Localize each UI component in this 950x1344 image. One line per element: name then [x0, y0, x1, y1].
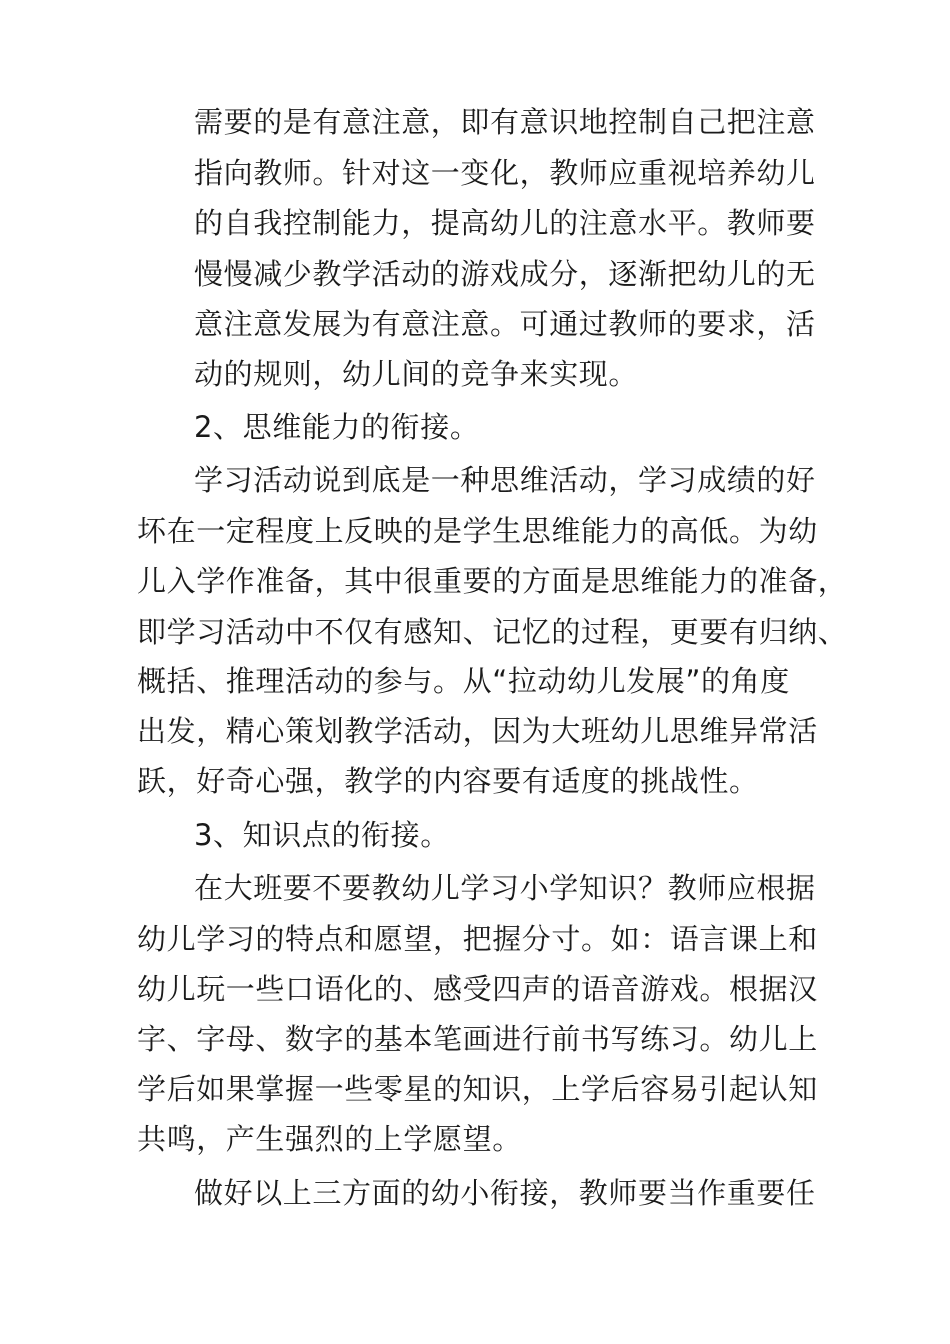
text-line: 学后如果掌握一些零星的知识，上学后容易引起认知 — [137, 1072, 818, 1106]
text-line: 坏在一定程度上反映的是学生思维能力的高低。为幼 — [137, 514, 818, 548]
text-line: 需要的是有意注意，即有意识地控制自己把注意 — [194, 105, 816, 139]
text-line: 幼儿学习的特点和愿望，把握分寸。如：语言课上和 — [137, 922, 818, 956]
text-line: 动的规则，幼儿间的竞争来实现。 — [194, 357, 639, 391]
text-line: 意注意发展为有意注意。可通过教师的要求，活 — [194, 307, 816, 341]
text-line: 共鸣，产生强烈的上学愿望。 — [137, 1122, 522, 1156]
text-line: 出发，精心策划教学活动，因为大班幼儿思维异常活 — [137, 714, 818, 748]
text-line: 慢慢减少教学活动的游戏成分，逐渐把幼儿的无 — [194, 257, 816, 291]
section-heading: 2、思维能力的衔接。 — [194, 410, 480, 444]
text-line: 儿入学作准备，其中很重要的方面是思维能力的准备， — [137, 564, 848, 598]
text-line: 字、字母、数字的基本笔画进行前书写练习。幼儿上 — [137, 1022, 818, 1056]
text-line: 跃，好奇心强，教学的内容要有适度的挑战性。 — [137, 764, 759, 798]
text-line: 指向教师。针对这一变化，教师应重视培养幼儿 — [194, 156, 816, 190]
text-line: 做好以上三方面的幼小衔接，教师要当作重要任 — [194, 1176, 816, 1210]
text-line: 的自我控制能力，提高幼儿的注意水平。教师要 — [194, 206, 816, 240]
text-line: 学习活动说到底是一种思维活动，学习成绩的好 — [194, 463, 816, 497]
section-heading: 3、知识点的衔接。 — [194, 818, 450, 852]
text-line: 概括、推理活动的参与。从“拉动幼儿发展”的角度 — [137, 664, 790, 698]
text-line: 即学习活动中不仅有感知、记忆的过程，更要有归纳、 — [137, 615, 848, 649]
text-line: 在大班要不要教幼儿学习小学知识？教师应根据 — [194, 871, 816, 905]
text-line: 幼儿玩一些口语化的、感受四声的语音游戏。根据汉 — [137, 972, 818, 1006]
